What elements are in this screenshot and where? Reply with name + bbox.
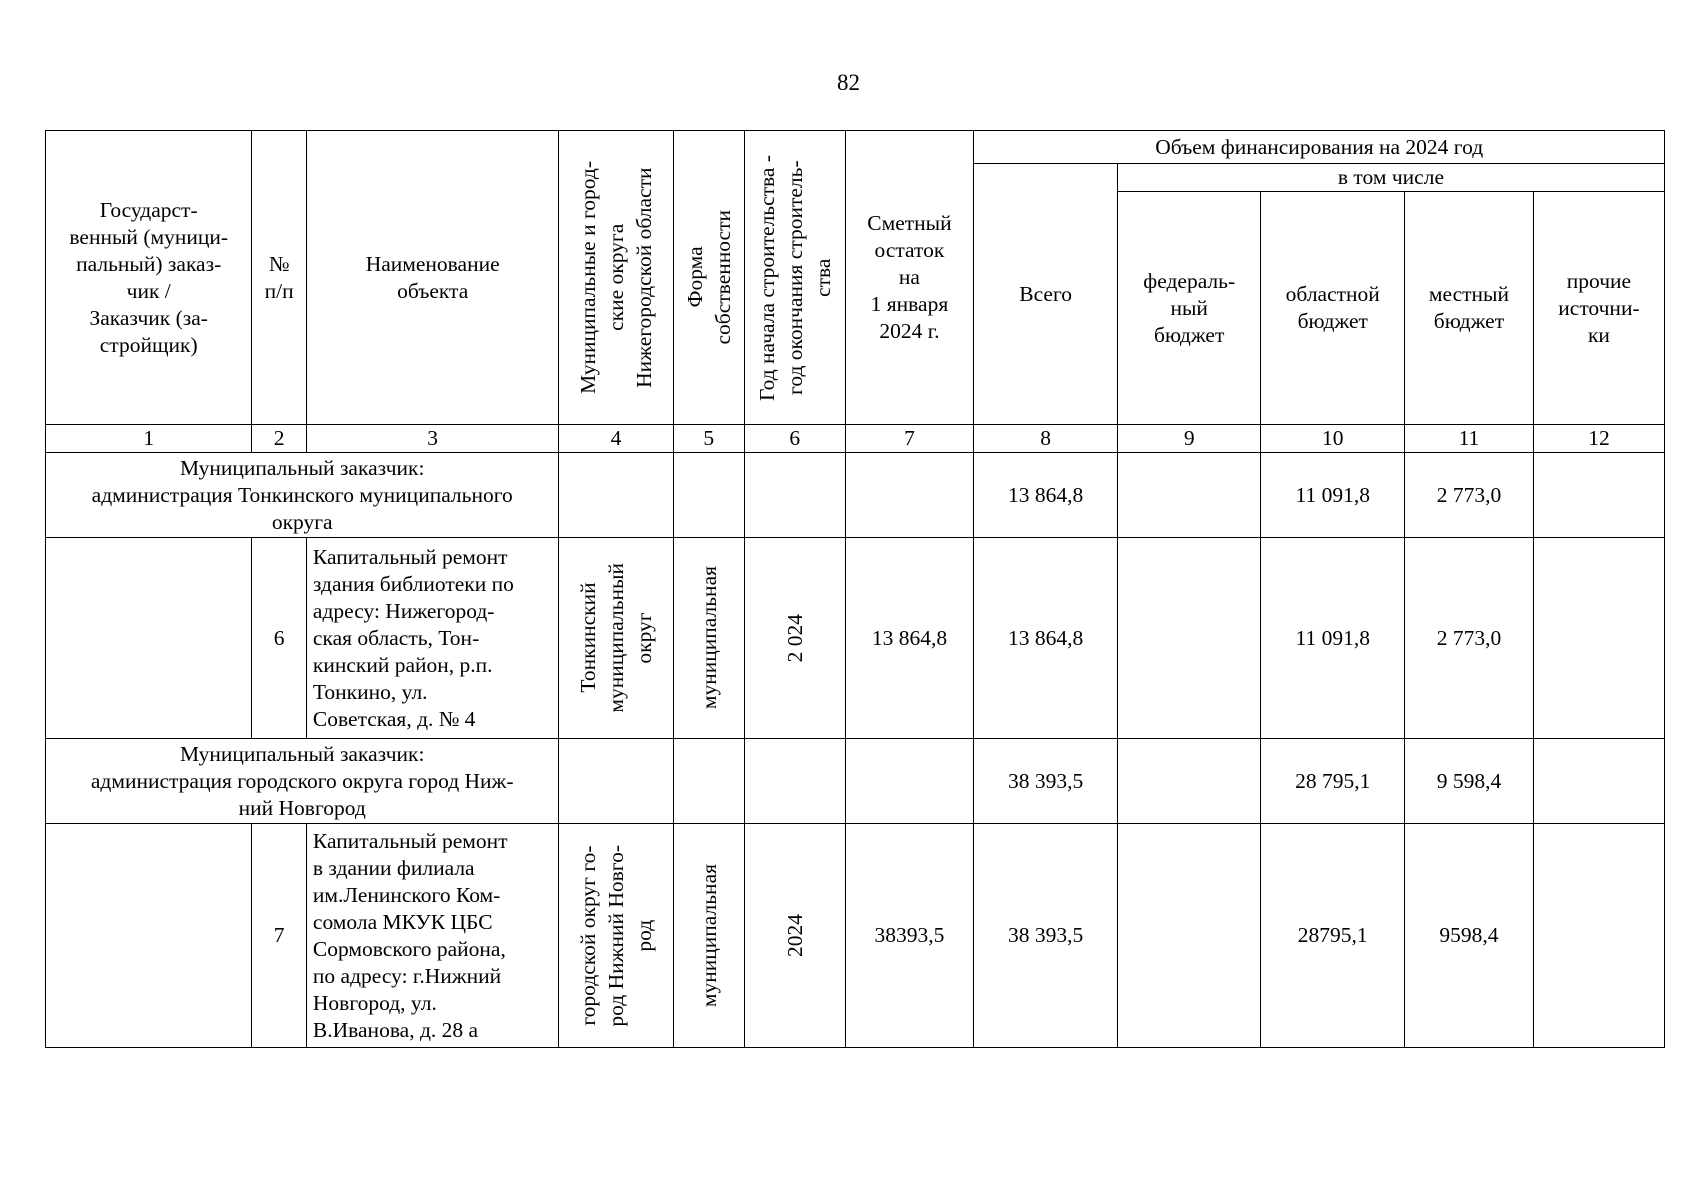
header-district	[559, 131, 673, 425]
row-federal	[1117, 538, 1261, 739]
group-regional: 28 795,1	[1261, 739, 1405, 824]
header-funding: Объем финансирования на 2024 год	[974, 131, 1665, 164]
row-years	[744, 538, 845, 739]
header-ownership	[673, 131, 744, 425]
row-regional: 28795,1	[1261, 824, 1405, 1048]
row-regional: 11 091,8	[1261, 538, 1405, 739]
group-ownership-cell	[673, 739, 744, 824]
column-number: 1	[46, 425, 252, 453]
row-estimate: 38393,5	[845, 824, 974, 1048]
group-other	[1533, 453, 1664, 538]
row-years-text: 2 024	[782, 613, 807, 663]
group-customer: Муниципальный заказчик: администрация Тонкинского муниципального округа	[46, 453, 559, 538]
group-district-cell	[559, 453, 673, 538]
group-years-cell	[744, 453, 845, 538]
row-estimate: 13 864,8	[845, 538, 974, 739]
row-ownership-text: муниципальная	[696, 863, 721, 1008]
column-number: 12	[1533, 425, 1664, 453]
object-row-7	[46, 824, 1665, 1048]
group-ownership-cell	[673, 453, 744, 538]
group-district-cell	[559, 739, 673, 824]
header-customer: Государст- венный (муници- пальный) заказ- чик / Заказчик (за- стройщик)	[46, 131, 252, 425]
funding-table	[45, 130, 1665, 1048]
header-federal: федераль- ный бюджет	[1117, 192, 1261, 425]
column-number: 8	[974, 425, 1118, 453]
group-local: 2 773,0	[1405, 453, 1534, 538]
row-district-text: городской округ го- род Нижний Новго- род	[576, 844, 657, 1027]
header-row-1	[46, 131, 1665, 164]
group-local: 9 598,4	[1405, 739, 1534, 824]
header-estimate: Сметный остаток на 1 января 2024 г.	[845, 131, 974, 425]
row-local: 2 773,0	[1405, 538, 1534, 739]
header-number: № п/п	[252, 131, 306, 425]
row-district	[559, 538, 673, 739]
column-number: 11	[1405, 425, 1534, 453]
header-total: Всего	[974, 164, 1118, 425]
row-ownership	[673, 824, 744, 1048]
header-years	[744, 131, 845, 425]
page-number: 82	[837, 70, 860, 95]
row-other	[1533, 824, 1664, 1048]
group-estimate-cell	[845, 739, 974, 824]
column-number: 2	[252, 425, 306, 453]
header-including: в том числе	[1117, 164, 1664, 192]
header-ownership-text: Форма собственности	[682, 210, 735, 345]
row-other	[1533, 538, 1664, 739]
header-local: местный бюджет	[1405, 192, 1534, 425]
column-number: 3	[306, 425, 559, 453]
column-number: 10	[1261, 425, 1405, 453]
header-object-name: Наименование объекта	[306, 131, 559, 425]
column-number: 9	[1117, 425, 1261, 453]
row-ownership	[673, 538, 744, 739]
row-total: 38 393,5	[974, 824, 1118, 1048]
column-number: 4	[559, 425, 673, 453]
row-customer	[46, 824, 252, 1048]
group-customer: Муниципальный заказчик: администрация городского округа город Ниж- ний Новгород	[46, 739, 559, 824]
header-years-text: Год начала строительства - год окончания строитель- ства	[754, 154, 835, 401]
group-row-tonkino	[46, 453, 1665, 538]
row-federal	[1117, 824, 1261, 1048]
row-district	[559, 824, 673, 1048]
header-regional: областной бюджет	[1261, 192, 1405, 425]
row-number: 7	[252, 824, 306, 1048]
column-number: 7	[845, 425, 974, 453]
group-total: 38 393,5	[974, 739, 1118, 824]
group-estimate-cell	[845, 453, 974, 538]
row-years	[744, 824, 845, 1048]
column-number: 5	[673, 425, 744, 453]
group-regional: 11 091,8	[1261, 453, 1405, 538]
row-customer	[46, 538, 252, 739]
group-years-cell	[744, 739, 845, 824]
row-years-text: 2024	[782, 914, 807, 957]
group-row-nizhny-novgorod	[46, 739, 1665, 824]
group-other	[1533, 739, 1664, 824]
row-ownership-text: муниципальная	[696, 566, 721, 710]
row-object-name: Капитальный ремонт в здании филиала им.Ленинского Ком- сомола МКУК ЦБС Сормовского района, по адресу: г.Нижний Новгород, ул. В.Иванова, д. 28 а	[306, 824, 559, 1048]
object-row-6	[46, 538, 1665, 739]
row-object-name: Капитальный ремонт здания библиотеки по адресу: Нижегород- ская область, Тон- кинский район, р.п. Тонкино, ул. Советская, д. № 4	[306, 538, 559, 739]
header-other: прочие источни- ки	[1533, 192, 1664, 425]
group-total: 13 864,8	[974, 453, 1118, 538]
group-federal	[1117, 453, 1261, 538]
row-number: 6	[252, 538, 306, 739]
row-total: 13 864,8	[974, 538, 1118, 739]
row-district-text: Тонкинский муниципальный округ	[576, 563, 657, 713]
column-number: 6	[744, 425, 845, 453]
row-local: 9598,4	[1405, 824, 1534, 1048]
header-district-text: Муниципальные и город- ские округа Нижегородской области	[576, 161, 657, 394]
column-numbers-row	[46, 425, 1665, 453]
group-federal	[1117, 739, 1261, 824]
